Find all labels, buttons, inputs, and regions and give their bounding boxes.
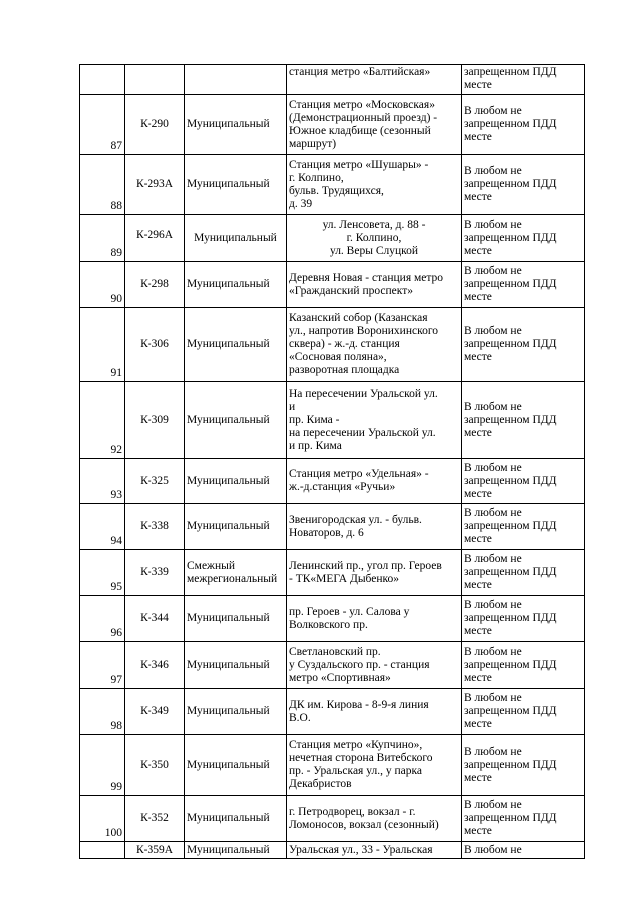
route-code: К-338 — [125, 504, 185, 550]
table-row — [80, 155, 585, 215]
route-code — [125, 65, 185, 95]
stop-rule: В любом не запрещенном ПДД месте — [462, 504, 585, 550]
routes-table-body — [80, 65, 585, 859]
route-description: Станция метро «Московская» (Демонстрационный проезд) - Южное кладбище (сезонный маршрут) — [287, 95, 462, 155]
row-number: 98 — [80, 689, 125, 735]
table-row — [80, 596, 585, 642]
stop-rule: В любом не запрещенном ПДД месте — [462, 735, 585, 796]
route-code: К-349 — [125, 689, 185, 735]
route-description: станция метро «Балтийская» — [287, 65, 462, 95]
table-row — [80, 504, 585, 550]
route-code: К-325 — [125, 459, 185, 504]
row-number: 100 — [80, 796, 125, 842]
route-type — [185, 65, 287, 95]
route-type: Муниципальный — [185, 596, 287, 642]
route-code: К-346 — [125, 642, 185, 689]
row-number: 93 — [80, 459, 125, 504]
routes-table — [79, 64, 585, 859]
table-row — [80, 642, 585, 689]
route-code: К-296А — [125, 215, 185, 262]
route-description: г. Петродворец, вокзал - г. Ломоносов, вокзал (сезонный) — [287, 796, 462, 842]
row-number: 89 — [80, 215, 125, 262]
route-type: Муниципальный — [185, 735, 287, 796]
route-type: Муниципальный — [185, 459, 287, 504]
route-code: К-359А — [125, 842, 185, 859]
table-row — [80, 95, 585, 155]
route-type: Муниципальный — [185, 504, 287, 550]
route-description: Казанский собор (Казанская ул., напротив Воронихинского сквера) - ж.-д. станция «Сосновая поляна», разворотная площадка — [287, 308, 462, 382]
row-number: 99 — [80, 735, 125, 796]
route-description: ДК им. Кирова - 8-9-я линия В.О. — [287, 689, 462, 735]
route-code: К-352 — [125, 796, 185, 842]
route-code: К-309 — [125, 382, 185, 459]
stop-rule: В любом не запрещенном ПДД месте — [462, 215, 585, 262]
route-type: Смежный межрегиональный — [185, 550, 287, 596]
row-number: 90 — [80, 262, 125, 308]
table-row — [80, 308, 585, 382]
stop-rule: В любом не запрещенном ПДД месте — [462, 308, 585, 382]
row-number: 95 — [80, 550, 125, 596]
route-type: Муниципальный — [185, 308, 287, 382]
route-description: Уральская ул., 33 - Уральская — [287, 842, 462, 859]
route-description: ул. Ленсовета, д. 88 - г. Колпино, ул. Веры Слуцкой — [287, 215, 462, 262]
table-row — [80, 550, 585, 596]
route-code: К-350 — [125, 735, 185, 796]
stop-rule: В любом не запрещенном ПДД месте — [462, 689, 585, 735]
stop-rule: запрещенном ПДД месте — [462, 65, 585, 95]
route-code: К-306 — [125, 308, 185, 382]
table-row — [80, 735, 585, 796]
table-row — [80, 796, 585, 842]
table-row — [80, 689, 585, 735]
stop-rule: В любом не запрещенном ПДД месте — [462, 382, 585, 459]
route-code: К-298 — [125, 262, 185, 308]
route-type: Муниципальный — [185, 382, 287, 459]
row-number: 94 — [80, 504, 125, 550]
route-description: На пересечении Уральской ул. и пр. Кима - на пересечении Уральской ул. и пр. Кима — [287, 382, 462, 459]
route-description: Деревня Новая - станция метро «Гражданский проспект» — [287, 262, 462, 308]
stop-rule: В любом не запрещенном ПДД месте — [462, 642, 585, 689]
table-row — [80, 382, 585, 459]
route-description: Станция метро «Шушары» - г. Колпино, бульв. Трудящихся, д. 39 — [287, 155, 462, 215]
stop-rule: В любом не запрещенном ПДД месте — [462, 596, 585, 642]
route-code: К-290 — [125, 95, 185, 155]
route-type: Муниципальный — [185, 689, 287, 735]
route-type: Муниципальный — [185, 95, 287, 155]
row-number: 87 — [80, 95, 125, 155]
route-code: К-344 — [125, 596, 185, 642]
row-number: 92 — [80, 382, 125, 459]
row-number — [80, 65, 125, 95]
route-type: Муниципальный — [185, 796, 287, 842]
table-row — [80, 262, 585, 308]
stop-rule: В любом не — [462, 842, 585, 859]
route-description: Светлановский пр. у Суздальского пр. - станция метро «Спортивная» — [287, 642, 462, 689]
row-number: 97 — [80, 642, 125, 689]
table-row — [80, 842, 585, 859]
route-description: Станция метро «Купчино», нечетная сторона Витебского пр. - Уральская ул., у парка Декабристов — [287, 735, 462, 796]
stop-rule: В любом не запрещенном ПДД месте — [462, 459, 585, 504]
route-type: Муниципальный — [185, 842, 287, 859]
route-description: Ленинский пр., угол пр. Героев - ТК«МЕГА Дыбенко» — [287, 550, 462, 596]
row-number: 91 — [80, 308, 125, 382]
row-number: 88 — [80, 155, 125, 215]
table-row — [80, 215, 585, 262]
route-type: Муниципальный — [185, 155, 287, 215]
row-number — [80, 842, 125, 859]
table-row — [80, 459, 585, 504]
route-description: Станция метро «Удельная» - ж.-д.станция «Ручьи» — [287, 459, 462, 504]
route-description: Звенигородская ул. - бульв. Новаторов, д. 6 — [287, 504, 462, 550]
route-code: К-293А — [125, 155, 185, 215]
route-description: пр. Героев - ул. Салова у Волковского пр. — [287, 596, 462, 642]
route-code: К-339 — [125, 550, 185, 596]
stop-rule: В любом не запрещенном ПДД месте — [462, 262, 585, 308]
stop-rule: В любом не запрещенном ПДД месте — [462, 550, 585, 596]
route-type: Муниципальный — [185, 642, 287, 689]
route-type: Муниципальный — [185, 215, 287, 262]
stop-rule: В любом не запрещенном ПДД месте — [462, 796, 585, 842]
stop-rule: В любом не запрещенном ПДД месте — [462, 155, 585, 215]
route-type: Муниципальный — [185, 262, 287, 308]
table-row — [80, 65, 585, 95]
stop-rule: В любом не запрещенном ПДД месте — [462, 95, 585, 155]
row-number: 96 — [80, 596, 125, 642]
